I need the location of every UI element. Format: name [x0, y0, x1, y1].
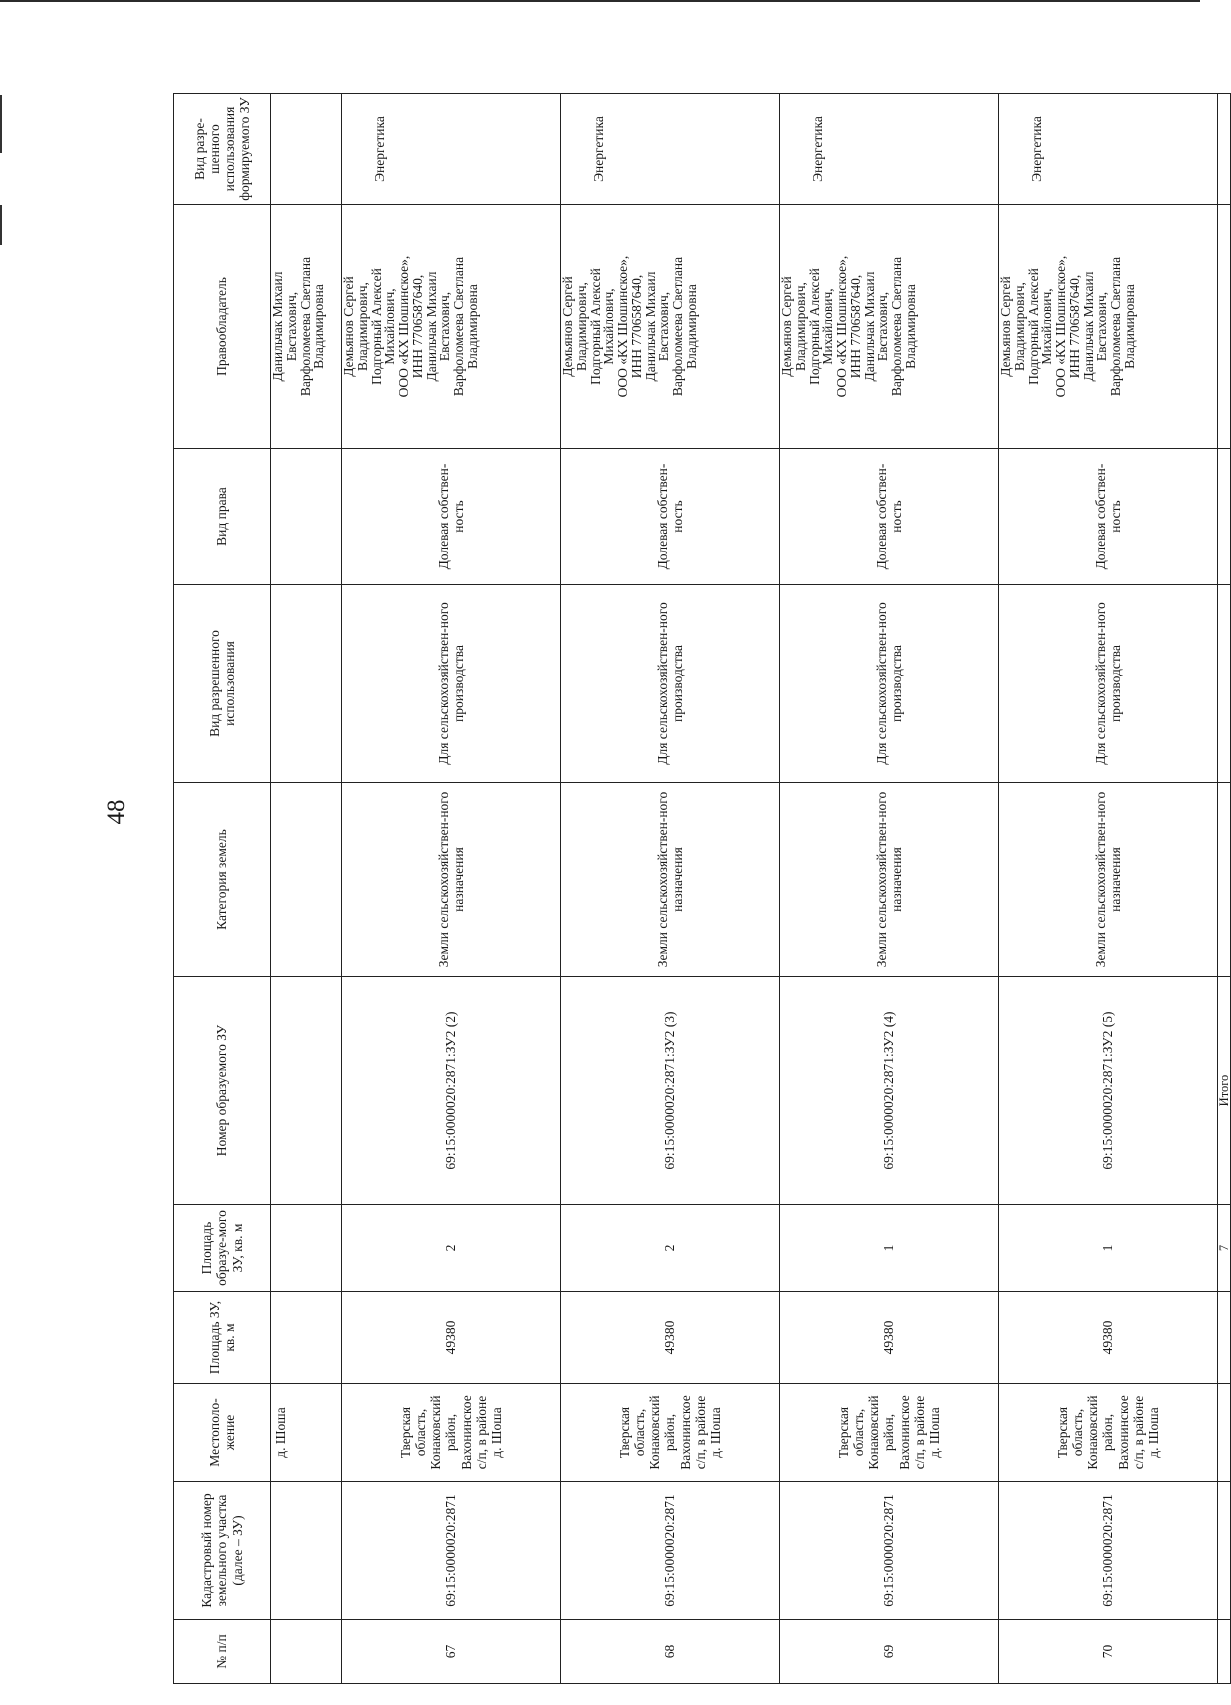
owner-line: Данильчак Михаил [270, 271, 285, 382]
cell-num: 67 [342, 1620, 561, 1684]
cell-category: Земли сельскохозяйствен-ного назначения [780, 783, 999, 977]
cell-category [1218, 783, 1231, 977]
owner-line: Данильчак Михаил [1080, 271, 1096, 382]
cell-num: 70 [999, 1620, 1218, 1684]
location-line: Вахонинское [1115, 1395, 1131, 1470]
owner-line: Владимировна [902, 284, 918, 369]
owner-line: ООО «КХ Шошинское», [615, 255, 631, 398]
owner-line: Евстахович, [875, 291, 891, 362]
land-plot-table-rotated [173, 94, 1231, 1684]
cell-num: 68 [561, 1620, 780, 1684]
cell-use [1218, 585, 1231, 783]
total-area: 7 [1218, 1205, 1231, 1292]
owner-line: Данильчак Михаил [861, 271, 877, 382]
owner-line: ИНН 7706587640, [628, 274, 644, 379]
cell-new-area: 2 [561, 1205, 780, 1292]
table-row-continuation [271, 94, 342, 1684]
cell-right: Долевая собствен-ность [561, 449, 780, 585]
cell-area [271, 1292, 342, 1384]
owner-line: Владимировна [311, 284, 327, 369]
cell-owner [342, 205, 561, 449]
cell-area: 49380 [342, 1292, 561, 1384]
cell-owner [780, 205, 999, 449]
scan-margin-mark [0, 205, 2, 245]
owner-line: Евстахович, [283, 291, 299, 362]
location-line: Вахонинское [458, 1395, 474, 1470]
cell-new-number: 69:15:0000020:2871:ЗУ2 (5) [999, 977, 1218, 1205]
owner-line: Михайлович, [820, 288, 836, 365]
location-line: район, [662, 1413, 678, 1452]
cell-right: Долевая собствен-ность [780, 449, 999, 585]
table-row [342, 94, 561, 1684]
owner-line: Демьянов Сергей [560, 276, 575, 377]
location-line: с/п, в районе [473, 1395, 489, 1470]
header-area: Площадь ЗУ, кв. м [174, 1292, 271, 1384]
cell-new-number: 69:15:0000020:2871:ЗУ2 (4) [780, 977, 999, 1205]
cell-formed-use: Энергетика [561, 94, 780, 205]
header-formed-use: Вид разре-шенного использования формируемого ЗУ [174, 94, 271, 205]
cell-new-area [271, 1205, 342, 1292]
cell-area: 49380 [561, 1292, 780, 1384]
table-header-row [174, 94, 271, 1684]
cell-formed-use: Энергетика [999, 94, 1218, 205]
owner-line: Евстахович, [1094, 291, 1110, 362]
cell-right: Долевая собствен-ность [342, 449, 561, 585]
cell-new-area: 1 [780, 1205, 999, 1292]
cell-owner [271, 205, 342, 449]
cell-use: Для сельскохозяйствен-ного производства [561, 585, 780, 783]
cell-new-number [271, 977, 342, 1205]
cell-location [561, 1384, 780, 1482]
cell-category: Земли сельскохозяйствен-ного назначения [999, 783, 1218, 977]
cell-cadastral [271, 1482, 342, 1620]
cell-formed-use: Энергетика [780, 94, 999, 205]
location-line: д. Шоша [707, 1407, 723, 1458]
scan-margin-mark [0, 95, 2, 153]
location-line: с/п, в районе [1130, 1395, 1146, 1470]
owner-line: Владимирович, [573, 282, 589, 371]
owner-line: Владимирович, [1011, 282, 1027, 371]
cell-use [271, 585, 342, 783]
cell-formed-use [1218, 94, 1231, 205]
owner-line: ООО «КХ Шошинское», [834, 255, 850, 398]
cell-cadastral: 69:15:0000020:2871 [342, 1482, 561, 1620]
owner-line: Данильчак Михаил [423, 271, 439, 382]
header-category: Категория земель [174, 783, 271, 977]
location-line: область, [851, 1408, 867, 1457]
header-new-area: Площадь образуе-мого ЗУ, кв. м [174, 1205, 271, 1292]
owner-line: Подгорный Алексей [587, 268, 603, 385]
cell-num [1218, 1620, 1231, 1684]
header-owner: Правообладатель [174, 205, 271, 449]
owner-line: ИНН 7706587640, [409, 274, 425, 379]
owner-line: Подгорный Алексей [1025, 268, 1041, 385]
cell-new-number: 69:15:0000020:2871:ЗУ2 (3) [561, 977, 780, 1205]
cell-owner [561, 205, 780, 449]
location-line: Конаковский [647, 1395, 663, 1470]
location-line: Тверская [617, 1406, 633, 1459]
cell-location [1218, 1384, 1231, 1482]
owner-line: Владимировна [683, 284, 699, 369]
owner-line: Михайлович, [382, 288, 398, 365]
cell-owner [999, 205, 1218, 449]
owner-line: Варфоломеева Светлана [1108, 256, 1124, 397]
cell-owner [1218, 205, 1231, 449]
owner-line: ИНН 7706587640, [847, 274, 863, 379]
cell-use: Для сельскохозяйствен-ного производства [999, 585, 1218, 783]
cell-new-number: 69:15:0000020:2871:ЗУ2 (2) [342, 977, 561, 1205]
table-row [999, 94, 1218, 1684]
location-line: д. Шоша [926, 1407, 942, 1458]
owner-line: Евстахович, [437, 291, 453, 362]
location-line: Тверская [1055, 1406, 1071, 1459]
owner-line: ИНН 7706587640, [1066, 274, 1082, 379]
owner-line: Подгорный Алексей [806, 268, 822, 385]
owner-line: Варфоломеева Светлана [670, 256, 686, 397]
location-line: с/п, в районе [692, 1395, 708, 1470]
location-line: область, [632, 1408, 648, 1457]
owner-line: Демьянов Сергей [341, 276, 356, 377]
header-new-number: Номер образуемого ЗУ [174, 977, 271, 1205]
owner-line: Варфоломеева Светлана [451, 256, 467, 397]
cell-category: Земли сельскохозяйствен-ного назначения [561, 783, 780, 977]
owner-line: ООО «КХ Шошинское», [1053, 255, 1069, 398]
header-location: Местополо-жение [174, 1384, 271, 1482]
owner-line: Варфоломеева Светлана [889, 256, 905, 397]
cell-area [1218, 1292, 1231, 1384]
cell-category [271, 783, 342, 977]
location-line: район, [443, 1413, 459, 1452]
cell-cadastral: 69:15:0000020:2871 [780, 1482, 999, 1620]
header-right: Вид права [174, 449, 271, 585]
cell-num: 69 [780, 1620, 999, 1684]
cell-area: 49380 [999, 1292, 1218, 1384]
owner-line: ООО «КХ Шошинское», [396, 255, 412, 398]
owner-line: Подгорный Алексей [368, 268, 384, 385]
cell-cadastral: 69:15:0000020:2871 [999, 1482, 1218, 1620]
cell-formed-use: Энергетика [342, 94, 561, 205]
location-line: Конаковский [866, 1395, 882, 1470]
scan-edge-top [0, 0, 1200, 2]
cell-right: Долевая собствен-ность [999, 449, 1218, 585]
owner-line: Демьянов Сергей [779, 276, 794, 377]
owner-line: Евстахович, [656, 291, 672, 362]
page-number: 48 [103, 799, 130, 825]
location-line: Тверская [398, 1406, 414, 1459]
header-cadastral: Кадастровый номер земельного участка (далее – ЗУ) [174, 1482, 271, 1620]
location-line: д. Шоша [1145, 1407, 1161, 1458]
cell-category: Земли сельскохозяйствен-ного назначения [342, 783, 561, 977]
header-num: № п/п [174, 1620, 271, 1684]
cell-location [999, 1384, 1218, 1482]
location-line: район, [1100, 1413, 1116, 1452]
cell-new-area: 2 [342, 1205, 561, 1292]
location-line: д. Шоша [488, 1407, 504, 1458]
location-line: область, [1070, 1408, 1086, 1457]
owner-line: Владимировна [1121, 284, 1137, 369]
cell-location [780, 1384, 999, 1482]
location-line: Конаковский [1085, 1395, 1101, 1470]
owner-line: Михайлович, [601, 288, 617, 365]
header-use: Вид разрешенного использования [174, 585, 271, 783]
cell-right [1218, 449, 1231, 585]
land-plot-table [173, 93, 1231, 1684]
owner-line: Владимировна [464, 284, 480, 369]
owner-line: Владимирович, [792, 282, 808, 371]
cell-num [271, 1620, 342, 1684]
cell-location: д. Шоша [271, 1384, 342, 1482]
location-line: Тверская [836, 1406, 852, 1459]
cell-cadastral: 69:15:0000020:2871 [561, 1482, 780, 1620]
cell-use: Для сельскохозяйствен-ного производства [780, 585, 999, 783]
location-line: Конаковский [428, 1395, 444, 1470]
owner-line: Демьянов Сергей [998, 276, 1013, 377]
owner-line: Владимирович, [354, 282, 370, 371]
cell-right [271, 449, 342, 585]
location-line: Вахонинское [896, 1395, 912, 1470]
cell-cadastral [1218, 1482, 1231, 1620]
location-line: район, [881, 1413, 897, 1452]
location-line: с/п, в районе [911, 1395, 927, 1470]
total-label: Итого [1218, 977, 1231, 1205]
table-row [561, 94, 780, 1684]
cell-formed-use [271, 94, 342, 205]
table-row [780, 94, 999, 1684]
cell-use: Для сельскохозяйствен-ного производства [342, 585, 561, 783]
table-row-total [1218, 94, 1231, 1684]
owner-line: Михайлович, [1039, 288, 1055, 365]
cell-location [342, 1384, 561, 1482]
cell-new-area: 1 [999, 1205, 1218, 1292]
cell-area: 49380 [780, 1292, 999, 1384]
location-line: Вахонинское [677, 1395, 693, 1470]
owner-line: Варфоломеева Светлана [297, 256, 313, 397]
owner-line: Данильчак Михаил [642, 271, 658, 382]
location-line: область, [413, 1408, 429, 1457]
